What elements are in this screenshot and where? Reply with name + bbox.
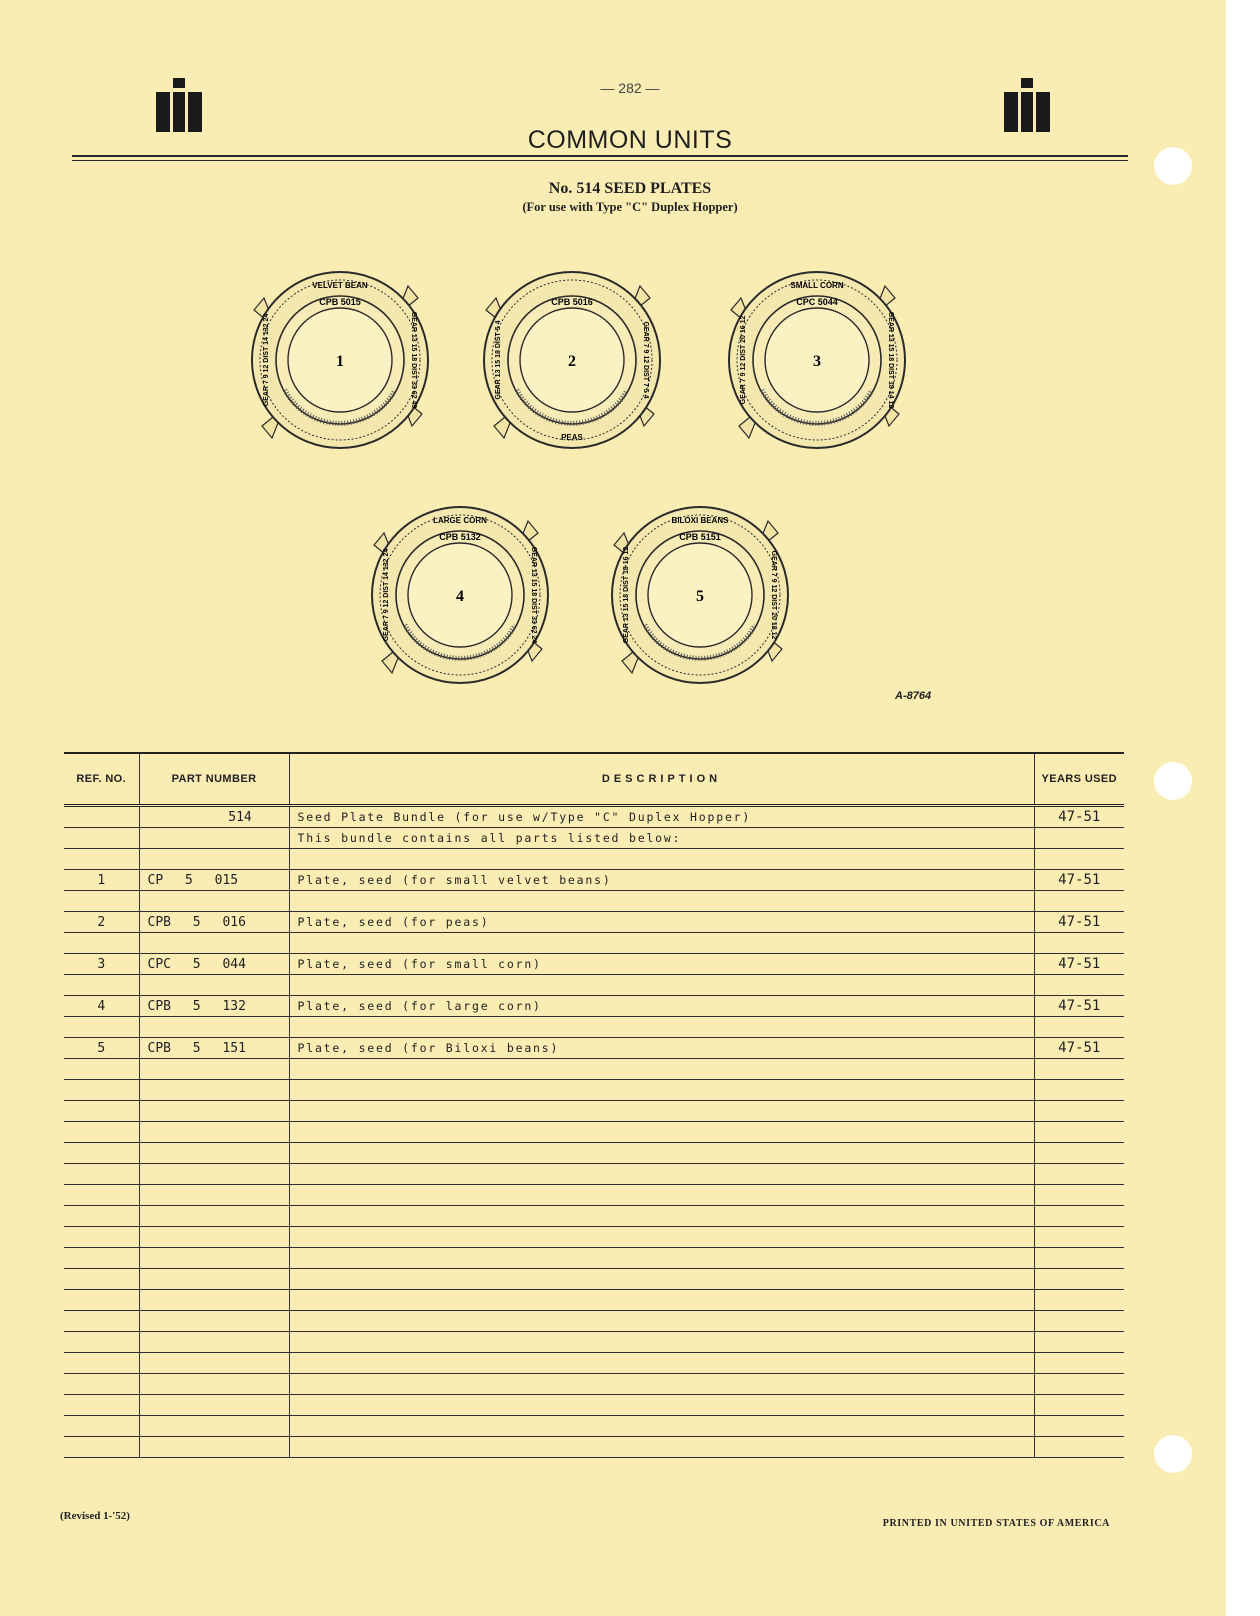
plate-arc-label: BILOXI BEANS <box>671 516 729 525</box>
table-row <box>64 1101 1124 1122</box>
ref-no-cell <box>64 933 139 954</box>
years-used-cell <box>1034 1290 1124 1311</box>
part-number-cell <box>139 1374 289 1395</box>
seed-plate-3 <box>729 272 905 448</box>
table-row <box>64 1080 1124 1101</box>
plate-code-label: CPB 5151 <box>679 532 721 542</box>
binder-hole <box>1154 762 1192 800</box>
plate-code-label: CPB 5015 <box>319 297 361 307</box>
section-note: (For use with Type "C" Duplex Hopper) <box>522 200 738 214</box>
years-used-cell <box>1034 1227 1124 1248</box>
plate-right-scale: GEAR 7 9 12 DIST 7 5 4 <box>642 321 649 399</box>
plate-arc-label: LARGE CORN <box>433 516 487 525</box>
part-number-cell <box>139 1059 289 1080</box>
part-number-cell: 514 <box>139 806 289 828</box>
table-row <box>64 1017 1124 1038</box>
plate-right-scale: GEAR 13 15 18 DIST 18 14 12 <box>887 311 894 409</box>
table-row <box>64 1437 1124 1458</box>
plate-ref-number: 1 <box>336 353 344 370</box>
years-used-cell <box>1034 1017 1124 1038</box>
years-used-cell <box>1034 1248 1124 1269</box>
years-used-cell: 47-51 <box>1034 954 1124 975</box>
plate-left-scale: GEAR 7 9 12 DIST 14 132 24 <box>383 548 390 642</box>
table-row <box>64 1332 1124 1353</box>
part-number-cell <box>139 1080 289 1101</box>
description-cell <box>289 1101 1034 1122</box>
page-title: COMMON UNITS <box>527 126 733 154</box>
description-cell <box>289 1374 1034 1395</box>
plate-code-label: CPB 5132 <box>439 532 481 542</box>
ref-no-cell <box>64 1269 139 1290</box>
plate-arc-label: VELVET BEAN <box>312 281 368 290</box>
table-row <box>64 1122 1124 1143</box>
plate-ref-number: 2 <box>568 353 576 370</box>
description-cell: Plate, seed (for peas) <box>289 912 1034 933</box>
part-number-cell <box>139 1311 289 1332</box>
table-row <box>64 1185 1124 1206</box>
part-number-cell <box>139 1206 289 1227</box>
description-cell: Plate, seed (for Biloxi beans) <box>289 1038 1034 1059</box>
years-used-cell <box>1034 1059 1124 1080</box>
seed-plate-1 <box>252 272 428 448</box>
years-used-cell <box>1034 1437 1124 1458</box>
description-cell <box>289 1122 1034 1143</box>
table-row <box>64 996 1124 1017</box>
ref-no-cell: 3 <box>64 954 139 975</box>
part-number-cell <box>139 1227 289 1248</box>
ref-no-cell <box>64 1164 139 1185</box>
ref-no-cell <box>64 1437 139 1458</box>
description-cell <box>289 1395 1034 1416</box>
ref-no-cell <box>64 1227 139 1248</box>
ref-no-cell <box>64 1248 139 1269</box>
table-row <box>64 870 1124 891</box>
years-used-cell: 47-51 <box>1034 1038 1124 1059</box>
description-cell <box>289 1080 1034 1101</box>
part-number-cell <box>139 1395 289 1416</box>
ref-no-cell: 1 <box>64 870 139 891</box>
years-used-cell <box>1034 1206 1124 1227</box>
part-number-cell <box>139 1416 289 1437</box>
part-number-cell <box>139 1353 289 1374</box>
description-cell <box>289 933 1034 954</box>
description-cell <box>289 1269 1034 1290</box>
years-used-cell <box>1034 1080 1124 1101</box>
table-row <box>64 1059 1124 1080</box>
ref-no-cell <box>64 1374 139 1395</box>
description-cell <box>289 1437 1034 1458</box>
years-used-cell <box>1034 828 1124 849</box>
part-number-cell <box>139 1101 289 1122</box>
years-used-cell <box>1034 933 1124 954</box>
table-row <box>64 912 1124 933</box>
table-row <box>64 1248 1124 1269</box>
table-row <box>64 1353 1124 1374</box>
years-used-cell <box>1034 975 1124 996</box>
description-cell <box>289 1227 1034 1248</box>
ref-no-cell: 2 <box>64 912 139 933</box>
plate-ref-number: 4 <box>456 588 464 605</box>
plate-code-label: CPB 5016 <box>551 297 593 307</box>
ref-no-cell <box>64 1206 139 1227</box>
table-row <box>64 849 1124 870</box>
description-cell <box>289 1248 1034 1269</box>
table-header-row <box>64 753 1124 806</box>
plate-ref-number: 3 <box>813 353 821 370</box>
years-used-header: YEARS USED <box>1034 753 1124 806</box>
seed-plate-4 <box>372 507 548 683</box>
description-cell <box>289 1164 1034 1185</box>
table-row <box>64 1290 1124 1311</box>
ref-no-cell <box>64 975 139 996</box>
ref-no-cell <box>64 1017 139 1038</box>
table-row <box>64 806 1124 828</box>
title-rule <box>72 160 1128 161</box>
description-cell <box>289 1332 1034 1353</box>
years-used-cell <box>1034 1122 1124 1143</box>
ref-no-cell <box>64 1416 139 1437</box>
description-cell <box>289 849 1034 870</box>
description-cell: Plate, seed (for small velvet beans) <box>289 870 1034 891</box>
seed-plate-2 <box>484 272 660 448</box>
years-used-cell <box>1034 1311 1124 1332</box>
part-number-cell: CP 5 015 <box>139 870 289 891</box>
part-number-cell <box>139 1332 289 1353</box>
description-cell <box>289 1017 1034 1038</box>
years-used-cell: 47-51 <box>1034 870 1124 891</box>
years-used-cell <box>1034 1395 1124 1416</box>
years-used-cell <box>1034 1143 1124 1164</box>
years-used-cell <box>1034 1416 1124 1437</box>
part-number-cell: CPB 5 151 <box>139 1038 289 1059</box>
ref-no-cell <box>64 1080 139 1101</box>
description-cell <box>289 975 1034 996</box>
table-row <box>64 1269 1124 1290</box>
description-cell <box>289 1206 1034 1227</box>
table-row <box>64 1311 1124 1332</box>
ref-no-cell <box>64 1185 139 1206</box>
plate-arc-label: PEAS <box>561 433 583 442</box>
description-cell <box>289 1059 1034 1080</box>
title-rule <box>72 155 1128 157</box>
ref-no-cell <box>64 806 139 828</box>
description-cell <box>289 1185 1034 1206</box>
years-used-cell <box>1034 1374 1124 1395</box>
table-row <box>64 891 1124 912</box>
ref-no-cell <box>64 1101 139 1122</box>
part-number-cell <box>139 975 289 996</box>
description-cell: Plate, seed (for large corn) <box>289 996 1034 1017</box>
section-title: No. 514 SEED PLATES <box>548 180 712 197</box>
figure-label: A-8764 <box>895 690 932 702</box>
part-number-cell <box>139 891 289 912</box>
table-row <box>64 1416 1124 1437</box>
ref-no-cell: 4 <box>64 996 139 1017</box>
plate-left-scale: GEAR 13 15 18 DIST 5 4 <box>495 320 502 400</box>
part-number-cell: CPB 5 132 <box>139 996 289 1017</box>
ref-no-cell <box>64 1395 139 1416</box>
part-number-cell <box>139 1248 289 1269</box>
years-used-cell <box>1034 1164 1124 1185</box>
part-number-cell <box>139 849 289 870</box>
table-row <box>64 1143 1124 1164</box>
printed-note: PRINTED IN UNITED STATES OF AMERICA <box>882 1518 1110 1529</box>
part-number-cell <box>139 1164 289 1185</box>
binder-hole <box>1154 1435 1192 1473</box>
ref-no-header: REF. NO. <box>64 753 139 806</box>
part-number-cell <box>139 933 289 954</box>
table-row <box>64 1164 1124 1185</box>
plate-right-scale: GEAR 7 9 12 DIST 20 18 12 <box>770 550 777 640</box>
part-number-cell <box>139 1017 289 1038</box>
ref-no-cell <box>64 828 139 849</box>
plate-left-scale: GEAR 13 15 18 DIST 18 16 12 <box>623 546 630 644</box>
ref-no-cell <box>64 1059 139 1080</box>
table-row <box>64 1395 1124 1416</box>
plate-left-scale: GEAR 7 9 12 DIST 14 132 24 <box>263 313 270 407</box>
part-number-cell <box>139 1290 289 1311</box>
years-used-cell <box>1034 1332 1124 1353</box>
seed-plate-5 <box>612 507 788 683</box>
plate-left-scale: GEAR 7 9 12 DIST 20 16 12 <box>740 315 747 405</box>
plate-ref-number: 5 <box>696 588 704 605</box>
part-number-cell <box>139 1269 289 1290</box>
description-cell: Seed Plate Bundle (for use w/Type "C" Duplex Hopper) <box>289 806 1034 828</box>
description-cell <box>289 891 1034 912</box>
part-number-cell <box>139 1185 289 1206</box>
years-used-cell <box>1034 1269 1124 1290</box>
part-number-cell: CPB 5 016 <box>139 912 289 933</box>
years-used-cell: 47-51 <box>1034 996 1124 1017</box>
years-used-cell: 47-51 <box>1034 806 1124 828</box>
ref-no-cell <box>64 1332 139 1353</box>
years-used-cell: 47-51 <box>1034 912 1124 933</box>
table-row <box>64 1038 1124 1059</box>
ref-no-cell <box>64 1122 139 1143</box>
table-row <box>64 933 1124 954</box>
ref-no-cell <box>64 1143 139 1164</box>
ref-no-cell <box>64 1353 139 1374</box>
seed-plates-illustration <box>240 260 960 710</box>
part-number-cell <box>139 1122 289 1143</box>
table-row <box>64 954 1124 975</box>
part-number-cell <box>139 1437 289 1458</box>
parts-table <box>64 752 1124 1532</box>
years-used-cell <box>1034 891 1124 912</box>
description-cell <box>289 1353 1034 1374</box>
description-cell <box>289 1290 1034 1311</box>
table-row <box>64 1227 1124 1248</box>
description-cell: This bundle contains all parts listed below: <box>289 828 1034 849</box>
part-number-cell <box>139 1143 289 1164</box>
table-row <box>64 1374 1124 1395</box>
plate-arc-label: SMALL CORN <box>790 281 844 290</box>
plate-right-scale: GEAR 13 15 18 DIST 33 62 49 <box>410 311 417 409</box>
ref-no-cell <box>64 849 139 870</box>
description-cell <box>289 1311 1034 1332</box>
years-used-cell <box>1034 1185 1124 1206</box>
description-cell <box>289 1416 1034 1437</box>
revision-note: (Revised 1-'52) <box>60 1510 130 1522</box>
years-used-cell <box>1034 1353 1124 1374</box>
ref-no-cell <box>64 1290 139 1311</box>
part-number-header: PART NUMBER <box>139 753 289 806</box>
table-row <box>64 975 1124 996</box>
description-header: DESCRIPTION <box>289 753 1034 806</box>
page-number: — 282 — <box>600 80 660 96</box>
years-used-cell <box>1034 1101 1124 1122</box>
plate-code-label: CPC 5044 <box>796 297 838 307</box>
plate-right-scale: GEAR 13 15 18 DIST 33 62 24 <box>530 546 537 644</box>
table-row <box>64 828 1124 849</box>
ref-no-cell <box>64 1311 139 1332</box>
ref-no-cell: 5 <box>64 1038 139 1059</box>
ref-no-cell <box>64 891 139 912</box>
part-number-cell: CPC 5 044 <box>139 954 289 975</box>
description-cell <box>289 1143 1034 1164</box>
page-edge <box>1226 0 1260 1616</box>
table-row <box>64 1206 1124 1227</box>
description-cell: Plate, seed (for small corn) <box>289 954 1034 975</box>
part-number-cell <box>139 828 289 849</box>
years-used-cell <box>1034 849 1124 870</box>
